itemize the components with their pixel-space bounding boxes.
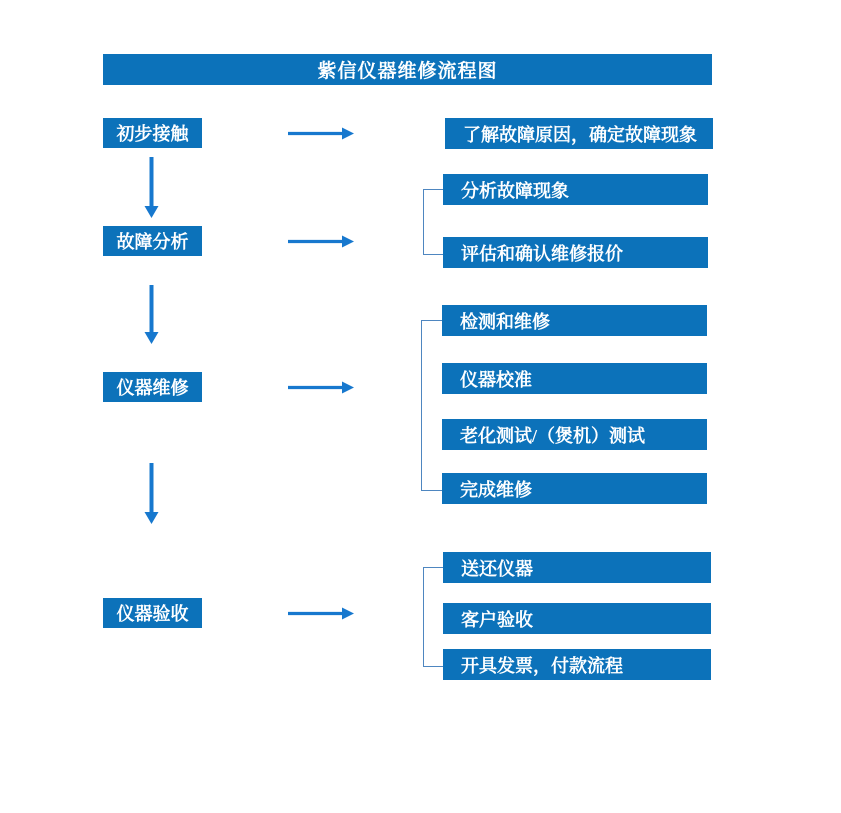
arrow-down-icon <box>144 157 159 218</box>
arrow-right-icon <box>288 235 354 248</box>
detail-box-analyze-fault: 分析故障现象 <box>443 174 708 205</box>
arrow-down-icon <box>144 463 159 524</box>
stage-box-instrument-acceptance: 仪器验收 <box>103 598 202 628</box>
stage-box-fault-analysis: 故障分析 <box>103 226 202 256</box>
bracket-connector <box>423 567 444 667</box>
detail-box-return-instrument: 送还仪器 <box>443 552 711 583</box>
bracket-connector <box>421 320 443 491</box>
arrow-down-icon <box>144 285 159 344</box>
detail-box-invoice-payment: 开具发票，付款流程 <box>443 649 711 680</box>
arrow-right-icon <box>288 127 354 140</box>
detail-box-customer-acceptance: 客户验收 <box>443 603 711 634</box>
detail-box-quote-confirm: 评估和确认维修报价 <box>443 237 708 268</box>
detail-box-calibration: 仪器校准 <box>442 363 707 394</box>
arrow-right-icon <box>288 381 354 394</box>
stage-box-instrument-repair: 仪器维修 <box>103 372 202 402</box>
detail-box-understand-fault: 了解故障原因，确定故障现象 <box>445 118 713 149</box>
detail-box-test-repair: 检测和维修 <box>442 305 707 336</box>
bracket-connector <box>423 189 444 255</box>
stage-box-initial-contact: 初步接触 <box>103 118 202 148</box>
detail-box-repair-done: 完成维修 <box>442 473 707 504</box>
detail-box-aging-test: 老化测试/（煲机）测试 <box>442 419 707 450</box>
arrow-right-icon <box>288 607 354 620</box>
flowchart-title: 紫信仪器维修流程图 <box>103 54 712 85</box>
